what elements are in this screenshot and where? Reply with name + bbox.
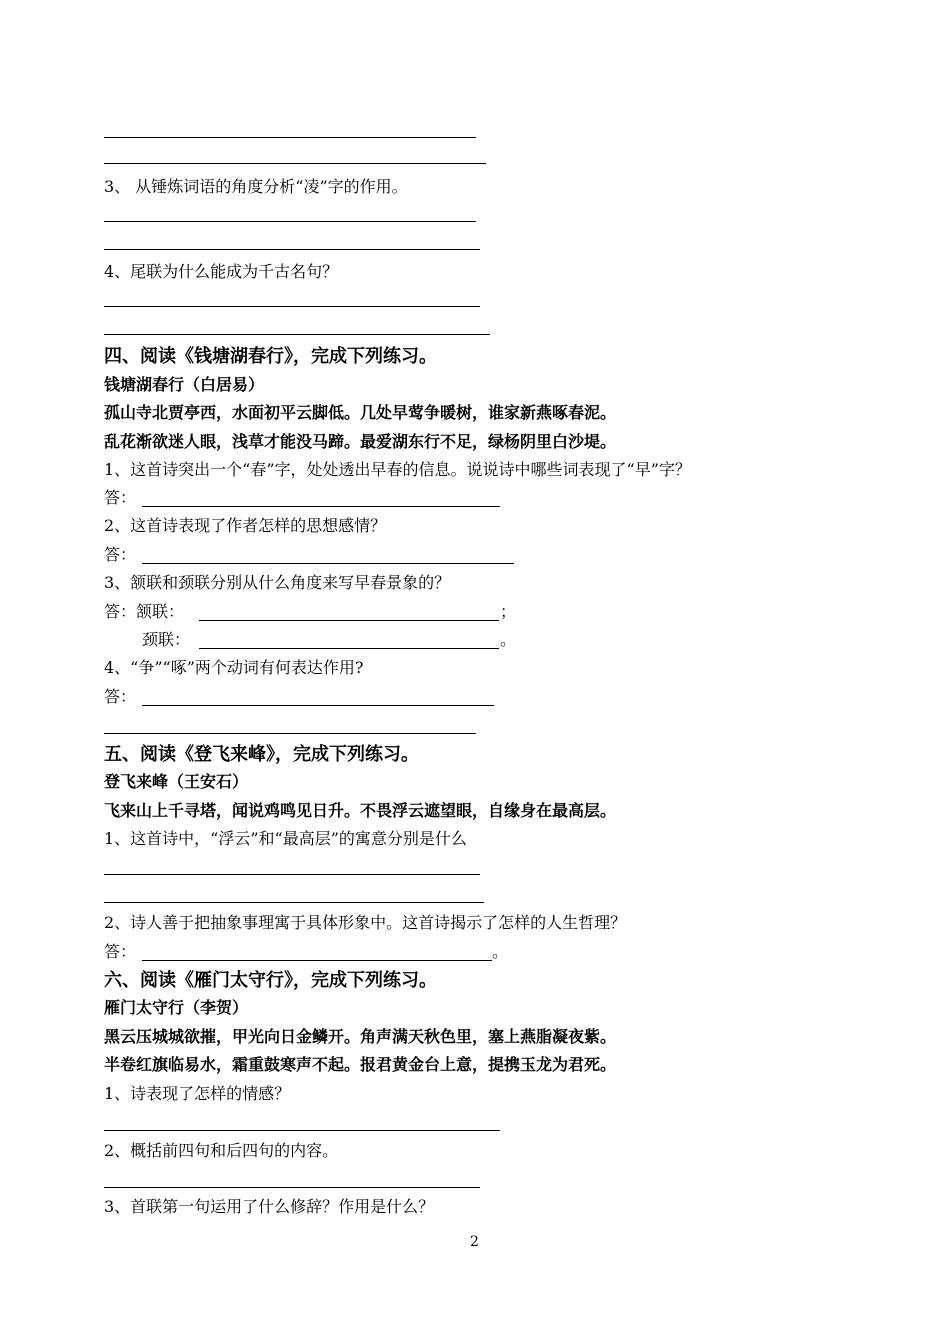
poem-title: 钱塘湖春行（白居易）: [104, 375, 265, 394]
poem-line: 乱花渐欲迷人眼，浅草才能没马蹄。最爱湖东行不足，绿杨阴里白沙堤。: [104, 432, 617, 451]
answer-label: 答：: [104, 687, 137, 706]
answer-line[interactable]: [104, 221, 476, 222]
answer-line[interactable]: [104, 902, 484, 903]
question-1: 1、这首诗突出一个“春”字，处处透出早春的信息。说说诗中哪些词表现了“早”字？: [104, 460, 691, 479]
poem-title: 登飞来峰（王安石）: [104, 772, 249, 791]
answer-line[interactable]: [104, 1130, 500, 1131]
jinglian-label: 颈联：: [142, 630, 191, 649]
answer-line[interactable]: [142, 563, 514, 564]
answer-line[interactable]: [104, 334, 490, 335]
question-4: 4、“争”“啄”两个动词有何表达作用?: [104, 658, 364, 677]
section-6-heading: 六、阅读《雁门太守行》，完成下列练习。: [104, 970, 437, 991]
answer-line[interactable]: [199, 648, 499, 649]
answer-line[interactable]: [142, 960, 492, 961]
section-5-heading: 五、阅读《登飞来峰》，完成下列练习。: [104, 744, 419, 765]
answer-line[interactable]: [104, 249, 480, 250]
answer-line[interactable]: [199, 620, 499, 621]
poem-line: 黑云压城城欲摧，甲光向日金鳞开。角声满天秋色里，塞上燕脂凝夜紫。: [104, 1027, 617, 1046]
poem-line: 飞来山上千寻塔，闻说鸡鸣见日升。不畏浮云遮望眼，自缘身在最高层。: [104, 801, 617, 820]
answer-line[interactable]: [104, 306, 480, 307]
question-1: 1、诗表现了怎样的情感？: [104, 1084, 291, 1103]
question-2: 2、概括前四句和后四句的内容。: [104, 1141, 339, 1160]
poem-line: 孤山寺北贾亭西，水面初平云脚低。几处早莺争暖树，谁家新燕啄春泥。: [104, 403, 617, 422]
question-2: 2、诗人善于把抽象事理寓于具体形象中。这首诗揭示了怎样的人生哲理？: [104, 913, 627, 932]
answer-line[interactable]: [142, 506, 500, 507]
answer-line[interactable]: [104, 874, 480, 875]
hanlian-label: 答：颔联：: [104, 602, 185, 621]
answer-line[interactable]: [142, 705, 494, 706]
question-2: 2、这首诗表现了作者怎样的思想感情？: [104, 516, 387, 535]
answer-label: 答：: [104, 545, 137, 564]
question-4-weilian: 4、尾联为什么能成为千古名句？: [104, 262, 339, 281]
poem-title: 雁门太守行（李贺）: [104, 998, 249, 1017]
answer-line[interactable]: [104, 163, 486, 164]
answer-line[interactable]: [104, 1187, 480, 1188]
answer-label: 答：: [104, 942, 137, 961]
poem-line: 半卷红旗临易水，霜重鼓寒声不起。报君黄金台上意，提携玉龙为君死。: [104, 1055, 617, 1074]
question-3-ling: 3、 从锤炼词语的角度分析“凌”字的作用。: [104, 177, 408, 196]
question-3: 3、颔联和颈联分别从什么角度来写早春景象的？: [104, 573, 451, 592]
semicolon: ；: [500, 602, 517, 621]
question-1: 1、这首诗中，“浮云”和“最高层”的寓意分别是什么: [104, 829, 467, 848]
period: 。: [492, 942, 509, 961]
answer-line[interactable]: [104, 733, 476, 734]
page-number: 2: [470, 1234, 479, 1250]
period: 。: [500, 630, 517, 649]
answer-line[interactable]: [104, 137, 476, 138]
answer-label: 答：: [104, 488, 137, 507]
question-3: 3、首联第一句运用了什么修辞？作用是什么？: [104, 1197, 435, 1216]
section-4-heading: 四、阅读《钱塘湖春行》，完成下列练习。: [104, 346, 437, 367]
